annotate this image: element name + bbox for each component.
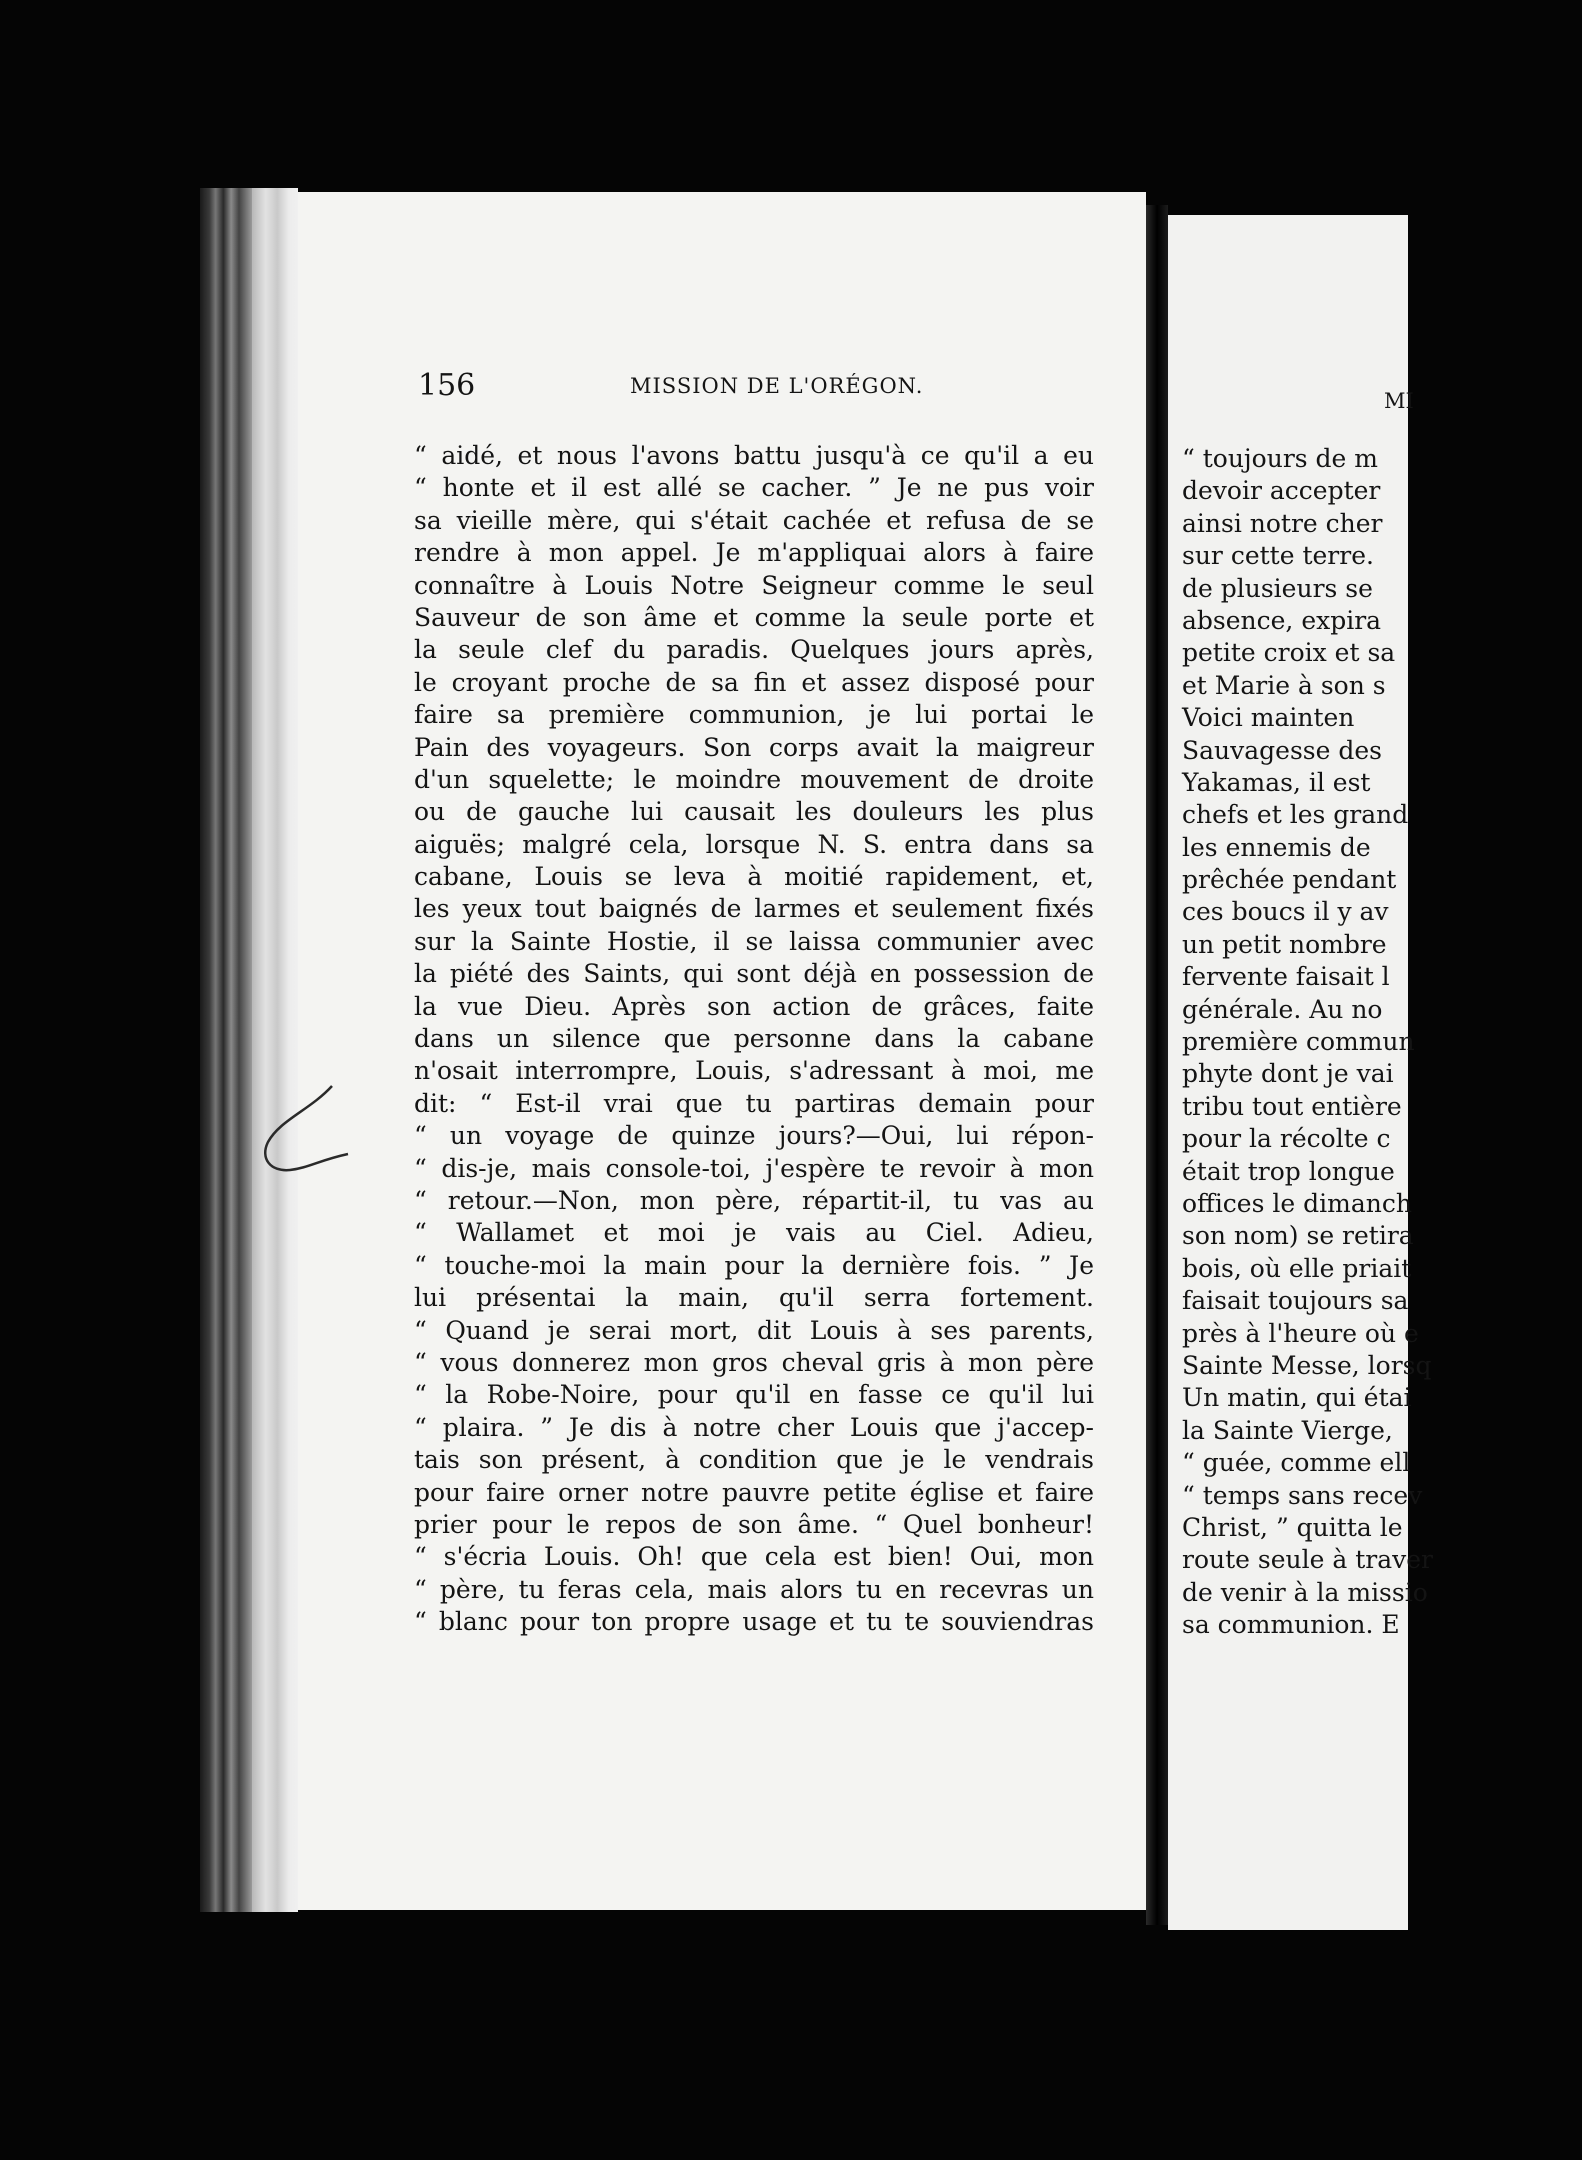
text-line: phyte dont je vai bbox=[1182, 1059, 1394, 1089]
text-line: n'osait interrompre, Louis, s'adressant à moi, me bbox=[414, 1056, 1094, 1086]
text-line: Sauvagesse des bbox=[1182, 735, 1382, 765]
text-line: sur cette terre. bbox=[1182, 541, 1374, 571]
text-line: la Sainte Vierge, bbox=[1182, 1415, 1393, 1445]
text-line: était trop longue bbox=[1182, 1156, 1395, 1186]
text-line: “ blanc pour ton propre usage et tu te souviendras bbox=[414, 1607, 1094, 1637]
text-line: ou de gauche lui causait les douleurs les plus bbox=[414, 797, 1094, 827]
pencil-bracket-mark bbox=[250, 1080, 370, 1190]
text-line: chefs et les grand bbox=[1182, 800, 1409, 830]
text-line: bois, où elle priait bbox=[1182, 1253, 1412, 1283]
text-line: près à l'heure où e bbox=[1182, 1318, 1419, 1348]
text-line: et Marie à son s bbox=[1182, 670, 1386, 700]
running-head-title: MISSION DE L'ORÉGON. bbox=[630, 374, 924, 398]
text-line: pour faire orner notre pauvre petite église et faire bbox=[414, 1477, 1094, 1507]
text-line: de plusieurs se bbox=[1182, 573, 1373, 603]
text-line: “ la Robe-Noire, pour qu'il en fasse ce qu'il lui bbox=[414, 1380, 1094, 1410]
text-line: faisait toujours sa bbox=[1182, 1286, 1409, 1316]
text-line: lui présentai la main, qu'il serra fortement. bbox=[414, 1283, 1094, 1313]
page-number: 156 bbox=[418, 368, 476, 403]
text-line: “ temps sans recev bbox=[1182, 1480, 1423, 1510]
text-line: cabane, Louis se leva à moitié rapidement, et, bbox=[414, 862, 1094, 892]
book-gutter bbox=[1146, 205, 1168, 1925]
text-line: première commun bbox=[1182, 1027, 1415, 1057]
text-line: prier pour le repos de son âme. “ Quel bonheur! bbox=[414, 1509, 1094, 1539]
text-line: sa vieille mère, qui s'était cachée et refusa de se bbox=[414, 505, 1094, 535]
text-line: tribu tout entière bbox=[1182, 1091, 1402, 1121]
left-body-text bbox=[414, 440, 1094, 1638]
text-line: offices le dimanch bbox=[1182, 1188, 1412, 1218]
text-line: générale. Au no bbox=[1182, 994, 1383, 1024]
text-line: pour la récolte c bbox=[1182, 1124, 1391, 1154]
text-line: un petit nombre bbox=[1182, 929, 1387, 959]
text-line: devoir accepter bbox=[1182, 476, 1381, 506]
text-line: les ennemis de bbox=[1182, 832, 1371, 862]
text-line: les yeux tout baignés de larmes et seulement fixés bbox=[414, 894, 1094, 924]
right-page bbox=[1168, 215, 1433, 1930]
text-line: son nom) se retira bbox=[1182, 1221, 1414, 1251]
text-line: Un matin, qui étai bbox=[1182, 1383, 1412, 1413]
text-line: “ toujours de m bbox=[1182, 444, 1379, 473]
text-line: “ père, tu feras cela, mais alors tu en recevras un bbox=[414, 1574, 1094, 1604]
text-line: rendre à mon appel. Je m'appliquai alors à faire bbox=[414, 538, 1094, 568]
text-line: la seule clef du paradis. Quelques jours après, bbox=[414, 635, 1094, 665]
left-running-head bbox=[418, 368, 1118, 408]
text-line: Christ, ” quitta le bbox=[1182, 1512, 1403, 1542]
text-line: dans un silence que personne dans la cabane bbox=[414, 1024, 1094, 1054]
text-line: la vue Dieu. Après son action de grâces, faite bbox=[414, 991, 1094, 1021]
text-line: “ plaira. ” Je dis à notre cher Louis que j'accep- bbox=[414, 1412, 1094, 1442]
right-running-head: MI bbox=[1384, 389, 1414, 413]
text-line: sur la Sainte Hostie, il se laissa communier avec bbox=[414, 926, 1094, 956]
text-line: “ honte et il est allé se cacher. ” Je ne pus voir bbox=[414, 473, 1094, 503]
text-line: “ guée, comme ell bbox=[1182, 1448, 1411, 1478]
text-line: route seule à traver bbox=[1182, 1545, 1433, 1575]
book-spine bbox=[200, 188, 252, 1912]
text-line: fervente faisait l bbox=[1182, 962, 1390, 992]
text-line: prêchée pendant bbox=[1182, 865, 1397, 895]
text-line: “ aidé, et nous l'avons battu jusqu'à ce qu'il a eu bbox=[414, 441, 1094, 470]
text-line: tais son présent, à condition que je le vendrais bbox=[414, 1445, 1094, 1475]
text-line: le croyant proche de sa fin et assez disposé pour bbox=[414, 667, 1094, 697]
text-line: absence, expira bbox=[1182, 605, 1382, 635]
text-line: ces boucs il y av bbox=[1182, 897, 1389, 927]
text-line: connaître à Louis Notre Seigneur comme le seul bbox=[414, 570, 1094, 600]
text-line: “ vous donnerez mon gros cheval gris à mon père bbox=[414, 1347, 1094, 1377]
text-line: dit: “ Est-il vrai que tu partiras demain pour bbox=[414, 1088, 1094, 1118]
right-body-text bbox=[1182, 443, 1582, 1641]
text-line: “ Quand je serai mort, dit Louis à ses parents, bbox=[414, 1315, 1094, 1345]
text-line: aiguës; malgré cela, lorsque N. S. entra dans sa bbox=[414, 829, 1094, 859]
text-line: la piété des Saints, qui sont déjà en possession de bbox=[414, 959, 1094, 989]
text-line: “ un voyage de quinze jours?—Oui, lui répon- bbox=[414, 1121, 1094, 1151]
text-line: “ s'écria Louis. Oh! que cela est bien! Oui, mon bbox=[414, 1542, 1094, 1572]
text-line: Voici mainten bbox=[1182, 703, 1355, 733]
text-line: “ touche-moi la main pour la dernière fois. ” Je bbox=[414, 1250, 1094, 1280]
text-line: ainsi notre cher bbox=[1182, 508, 1383, 538]
text-line: Sauveur de son âme et comme la seule porte et bbox=[414, 602, 1094, 632]
text-line: Sainte Messe, lorsq bbox=[1182, 1350, 1432, 1380]
text-line: “ dis-je, mais console-toi, j'espère te revoir à mon bbox=[414, 1153, 1094, 1183]
text-line: petite croix et sa bbox=[1182, 638, 1396, 668]
text-line: d'un squelette; le moindre mouvement de droite bbox=[414, 764, 1094, 794]
text-line: faire sa première communion, je lui portai le bbox=[414, 700, 1094, 730]
text-line: sa communion. E bbox=[1182, 1610, 1400, 1640]
page-edges bbox=[252, 188, 298, 1912]
text-line: Pain des voyageurs. Son corps avait la maigreur bbox=[414, 732, 1094, 762]
text-line: de venir à la missio bbox=[1182, 1577, 1428, 1607]
text-line: Yakamas, il est bbox=[1182, 767, 1371, 797]
text-line: “ Wallamet et moi je vais au Ciel. Adieu, bbox=[414, 1218, 1094, 1248]
text-line: “ retour.—Non, mon père, répartit-il, tu vas au bbox=[414, 1185, 1094, 1215]
